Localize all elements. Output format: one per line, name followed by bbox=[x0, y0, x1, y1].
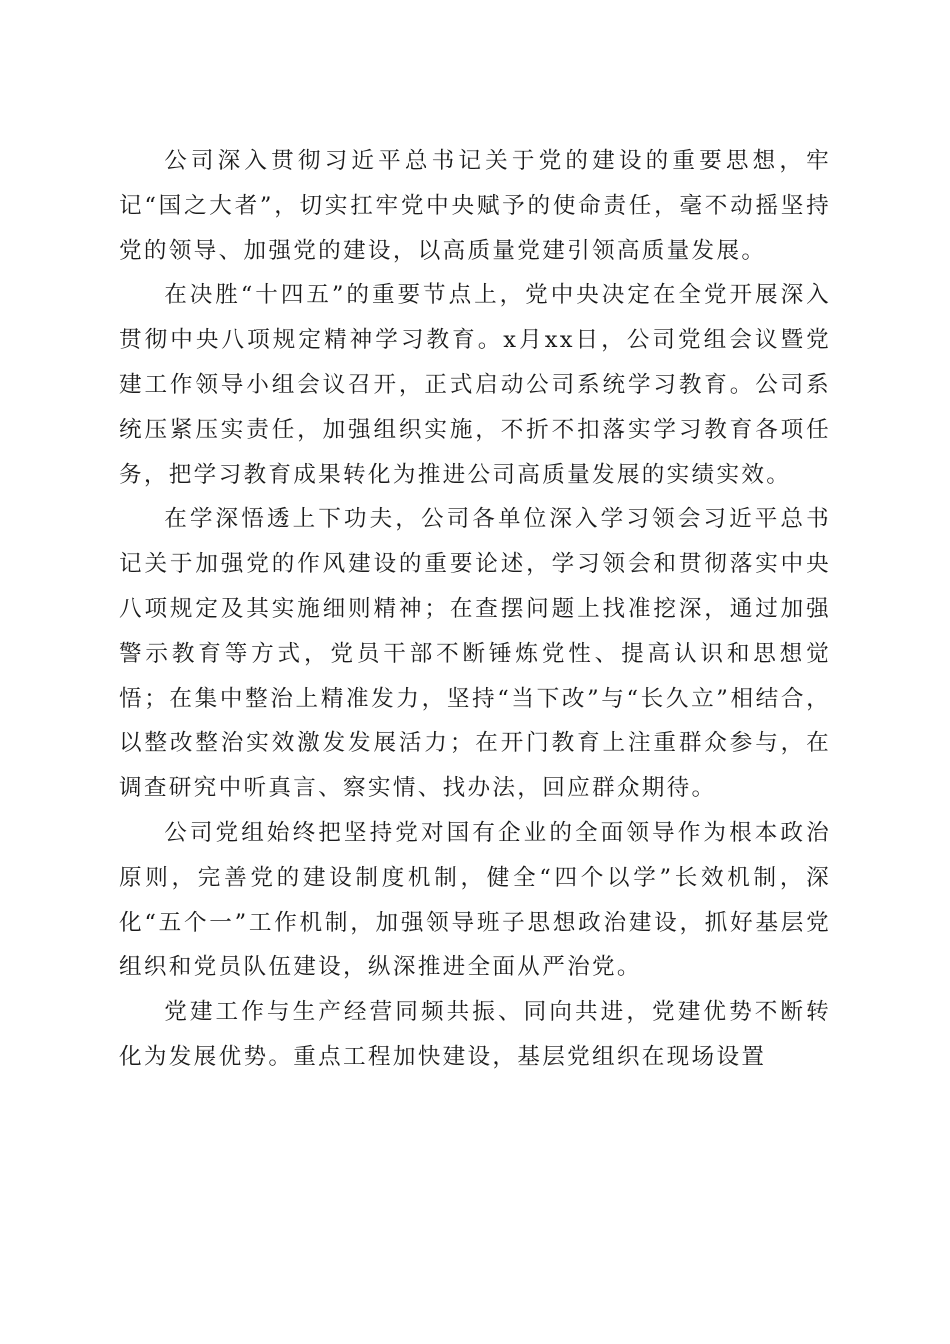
paragraph-2: 在决胜“十四五”的重要节点上，党中央决定在全党开展深入贯彻中央八项规定精神学习教育。x月xx日，公司党组会议暨党建工作领导小组会议召开，正式启动公司系统学习教育。公司系统压紧压实责任，加强组织实施，不折不扣落实学习教育各项任务，把学习教育成果转化为推进公司高质量发展的实绩实效。 bbox=[119, 282, 831, 488]
paragraph-4: 公司党组始终把坚持党对国有企业的全面领导作为根本政治原则，完善党的建设制度机制，健全“四个以学”长效机制，深化“五个一”工作机制，加强领导班子思想政治建设，抓好基层党组织和党员队伍建设，纵深推进全面从严治党。 bbox=[119, 819, 831, 981]
paragraph-3: 在学深悟透上下功夫，公司各单位深入学习领会习近平总书记关于加强党的作风建设的重要论述，学习领会和贯彻落实中央八项规定及其实施细则精神；在查摆问题上找准挖深，通过加强警示教育等方式，党员干部不断锤炼党性、提高认识和思想觉悟；在集中整治上精准发力，坚持“当下改”与“长久立”相结合，以整改整治实效激发发展活力；在开门教育上注重群众参与，在调查研究中听真言、察实情、找办法，回应群众期待。 bbox=[119, 506, 831, 802]
paragraph-1: 公司深入贯彻习近平总书记关于党的建设的重要思想，牢记“国之大者”，切实扛牢党中央赋予的使命责任，毫不动摇坚持党的领导、加强党的建设，以高质量党建引领高质量发展。 bbox=[119, 148, 831, 264]
paragraph-5: 党建工作与生产经营同频共振、同向共进，党建优势不断转化为发展优势。重点工程加快建设，基层党组织在现场设置 bbox=[119, 999, 831, 1070]
document-body bbox=[119, 139, 831, 1080]
